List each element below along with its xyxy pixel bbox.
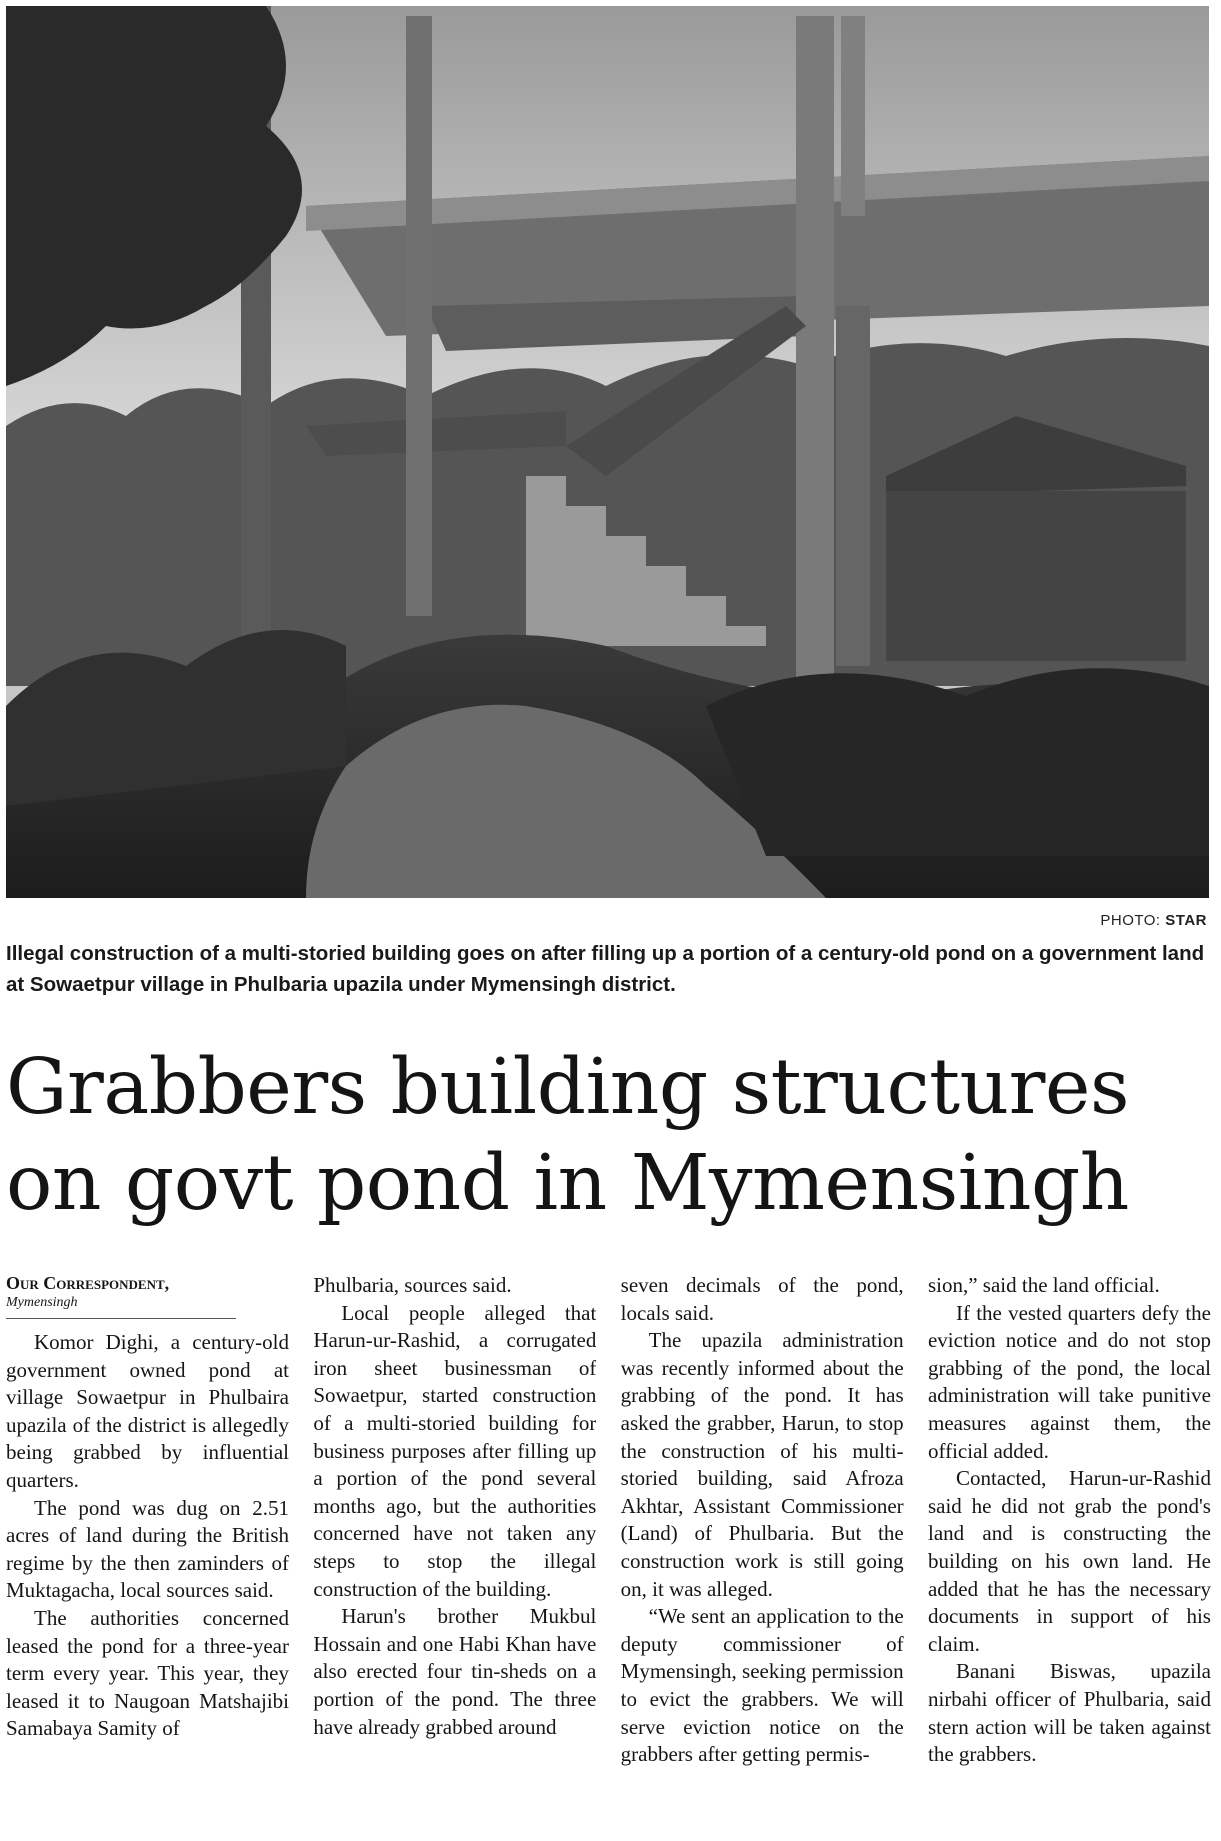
byline-place: Mymensingh [6, 1295, 78, 1310]
article-headline: Grabbers building structures on govt pond in Mymensingh [6, 1043, 1129, 1228]
byline-author: Our Correspondent, [6, 1273, 170, 1293]
paragraph: sion,” said the land official. [927, 1273, 1160, 1297]
news-photo [6, 6, 1209, 898]
paragraph: seven decimals of the pond, locals said. [620, 1273, 904, 1325]
paragraph: Komor Dighi, a century-old government owned pond at village Sowaetpur in Phulbaira upazila of the district is allegedly being grabbed by influential quarters. [6, 1330, 289, 1492]
article-column-4 [928, 1272, 1211, 1837]
paragraph: Contacted, Harun-ur-Rashid said he did not grab the pond's land and is constructing the building on his own land. He added that he has the necessary documents in support of his claim. [927, 1466, 1211, 1656]
photo-credit-prefix: PHOTO: [1100, 912, 1161, 929]
paragraph: Phulbaria, sources said. [313, 1273, 512, 1297]
paragraph: The authorities concerned leased the pond for a three-year term every year. This year, they leased it to Naugoan Matshajibi Samabaya Samity of [6, 1605, 289, 1741]
paragraph: Banani Biswas, upazila nirbahi officer of Phulbaria, said stern action will be taken against the grabbers. [927, 1659, 1211, 1767]
paragraph: If the vested quarters defy the eviction notice and do not stop grabbing of the pond, the local administration will take punitive measures against them, the official added. [927, 1300, 1211, 1463]
byline [6, 1272, 236, 1319]
photo-credit [1100, 912, 1207, 929]
paragraph: Harun's brother Mukbul Hossain and one Habi Khan have also erected four tin-sheds on a portion of the pond. The three have already grabbed around [313, 1604, 597, 1739]
article-column-1 [6, 1272, 289, 1837]
photo-credit-source: STAR [1165, 912, 1207, 929]
article-body [6, 1272, 1211, 1837]
paragraph: The pond was dug on 2.51 acres of land during the British regime by the then zaminders of Muktagacha, local sources said. [6, 1495, 289, 1603]
construction-site-photo [6, 6, 1209, 898]
paragraph: “We sent an application to the deputy commissioner of Mymensingh, seeking permission to evict the grabbers. We will serve eviction notice on the grabbers after getting permis- [620, 1604, 904, 1767]
article-column-2 [313, 1272, 596, 1837]
paragraph: Local people alleged that Harun-ur-Rashid, a corrugated iron sheet businessman of Sowaetpur, started construction of a multi-storied building for business purposes after filling up a portion of the pond several months ago, but the authorities concerned have not taken any steps to stop the illegal construction of the building. [313, 1300, 597, 1601]
article-column-3 [621, 1272, 904, 1837]
paragraph: The upazila administration was recently informed about the grabbing of the pond. It has asked the grabber, Harun, to stop the construction of his multi-storied building, said Afroza Akhtar, Assistant Commissioner (Land) of Phulbaria. But the construction work is still going on, it was alleged. [620, 1328, 904, 1601]
photo-caption: Illegal construction of a multi-storied building goes on after filling up a portion of a century-old pond on a government land at Sowaetpur village in Phulbaria upazila under Mymensingh district. [6, 942, 1205, 996]
